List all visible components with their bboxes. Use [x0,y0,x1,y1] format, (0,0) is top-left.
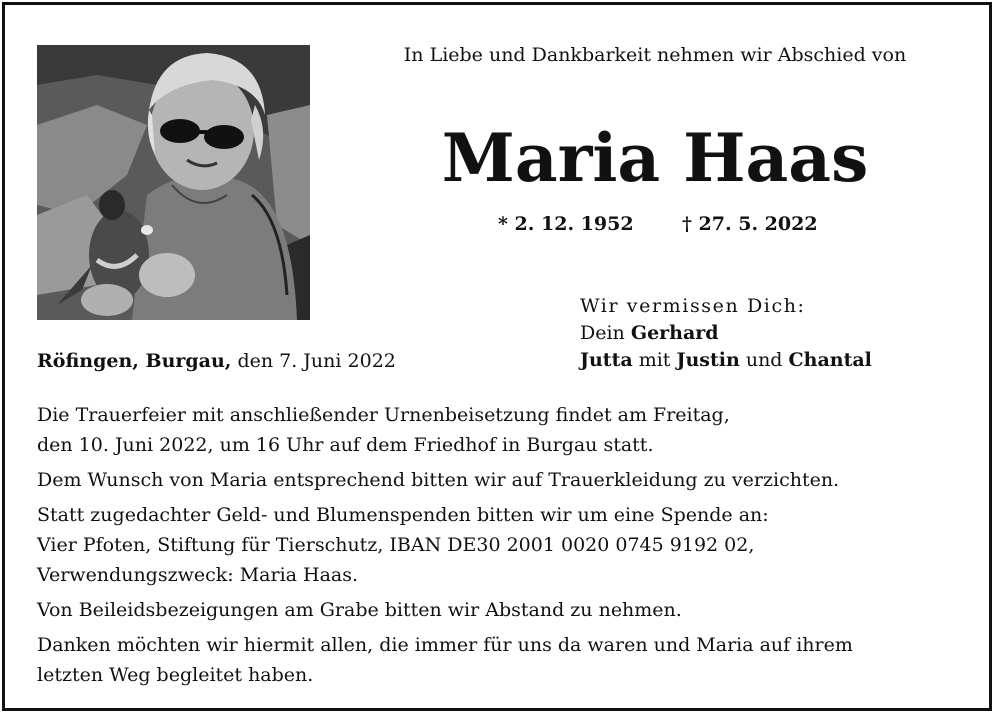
portrait-photo-illustration [37,45,310,320]
notice-date: den 7. Juni 2022 [231,350,396,372]
mourners-block [580,293,872,374]
text-line: Danken möchten wir hiermit allen, die immer für uns da waren und Maria auf ihrem [37,634,853,656]
text-line: Von Beileidsbezeigungen am Grabe bitten wir Abstand zu nehmen. [37,599,682,621]
text-line: letzten Weg begleitet haben. [37,664,314,686]
mourner-name: Chantal [788,349,872,371]
thanks-paragraph [37,630,987,690]
birth-date: * 2. 12. 1952 [498,213,634,235]
text-line: Statt zugedachter Geld- und Blumenspenden bitten wir um eine Spende an: [37,504,769,526]
notice-body [37,400,987,695]
text-line: Die Trauerfeier mit anschließender Urnenbeisetzung findet am Freitag, [37,404,730,426]
text-line: den 10. Juni 2022, um 16 Uhr auf dem Friedhof in Burgau statt. [37,434,654,456]
mourners-line-2 [580,347,872,374]
place-towns: Röfingen, Burgau, [37,350,232,372]
text-line: Vier Pfoten, Stiftung für Tierschutz, IBAN DE30 2001 0020 0745 9192 02, [37,534,755,556]
mourners-connector: mit [632,349,677,371]
funeral-paragraph [37,400,987,460]
mourner-name: Jutta [580,349,633,371]
text-line: Verwendungszweck: Maria Haas. [37,564,359,586]
mourners-line-1 [580,320,872,347]
place-date-line [37,349,396,373]
text-line: Dem Wunsch von Maria entsprechend bitten wir auf Trauerkleidung zu verzichten. [37,469,840,491]
portrait-photo [37,45,310,320]
mourners-heading: Wir vermissen Dich: [580,295,806,317]
mourner-name: Gerhard [630,322,719,344]
mourner-name: Justin [676,349,740,371]
deceased-name: Maria Haas [441,119,869,197]
clothing-paragraph [37,465,987,495]
mourners-connector: und [739,349,789,371]
donation-paragraph [37,500,987,590]
mourners-prefix: Dein [580,322,631,344]
death-date: † 27. 5. 2022 [682,213,818,235]
condolence-paragraph [37,595,987,625]
intro-line: In Liebe und Dankbarkeit nehmen wir Abschied von [403,44,907,66]
